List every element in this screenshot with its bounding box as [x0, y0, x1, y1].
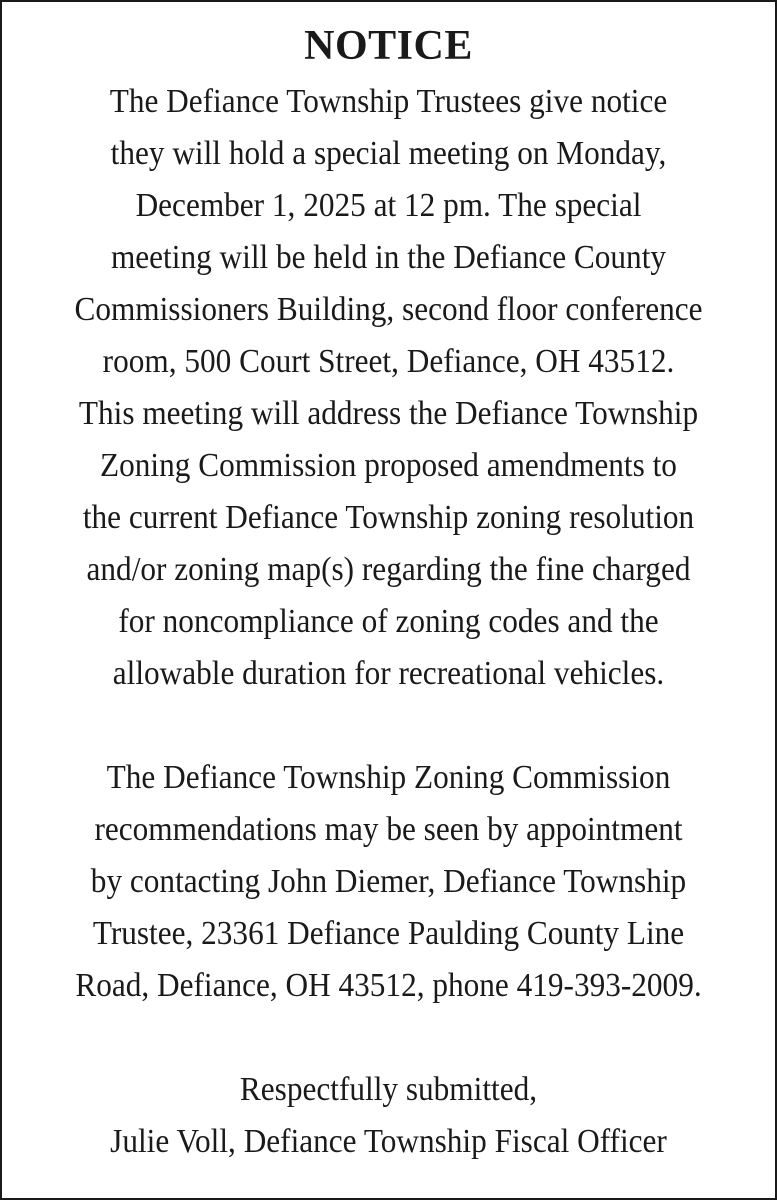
paragraph-spacer — [16, 1012, 761, 1064]
text-line: This meeting will address the Defiance Township — [78, 395, 699, 432]
text-line: for noncompliance of zoning codes and the — [118, 603, 659, 640]
text-line: The Defiance Township Trustees give notice — [109, 83, 668, 120]
text-line: and/or zoning map(s) regarding the fine charged — [86, 551, 691, 588]
text-line: recommendations may be seen by appointment — [94, 811, 683, 848]
text-line: December 1, 2025 at 12 pm. The special — [135, 187, 642, 224]
signature-closing: Respectfully submitted, — [239, 1071, 538, 1108]
signature-name-title: Julie Voll, Defiance Township Fiscal Officer — [110, 1123, 667, 1160]
meeting-announcement-paragraph — [16, 76, 761, 700]
text-line: by contacting John Diemer, Defiance Township — [90, 863, 687, 900]
text-line: the current Defiance Township zoning resolution — [82, 499, 695, 536]
text-line: room, 500 Court Street, Defiance, OH 43512. — [102, 343, 675, 380]
signature-block — [16, 1064, 761, 1168]
text-line: meeting will be held in the Defiance County — [110, 239, 667, 276]
recommendations-paragraph — [16, 752, 761, 1012]
text-line: they will hold a special meeting on Monday, — [110, 135, 667, 172]
text-line: Trustee, 23361 Defiance Paulding County Line — [92, 915, 685, 952]
text-line: Commissioners Building, second floor conference — [74, 291, 703, 328]
text-line: Road, Defiance, OH 43512, phone 419-393-2009. — [75, 967, 702, 1004]
notice-body — [16, 76, 761, 1168]
notice-title: NOTICE — [304, 23, 473, 69]
text-line: The Defiance Township Zoning Commission — [106, 759, 671, 796]
paragraph-spacer — [16, 700, 761, 752]
text-line: allowable duration for recreational vehicles. — [112, 655, 665, 692]
text-line: Zoning Commission proposed amendments to — [100, 447, 677, 484]
